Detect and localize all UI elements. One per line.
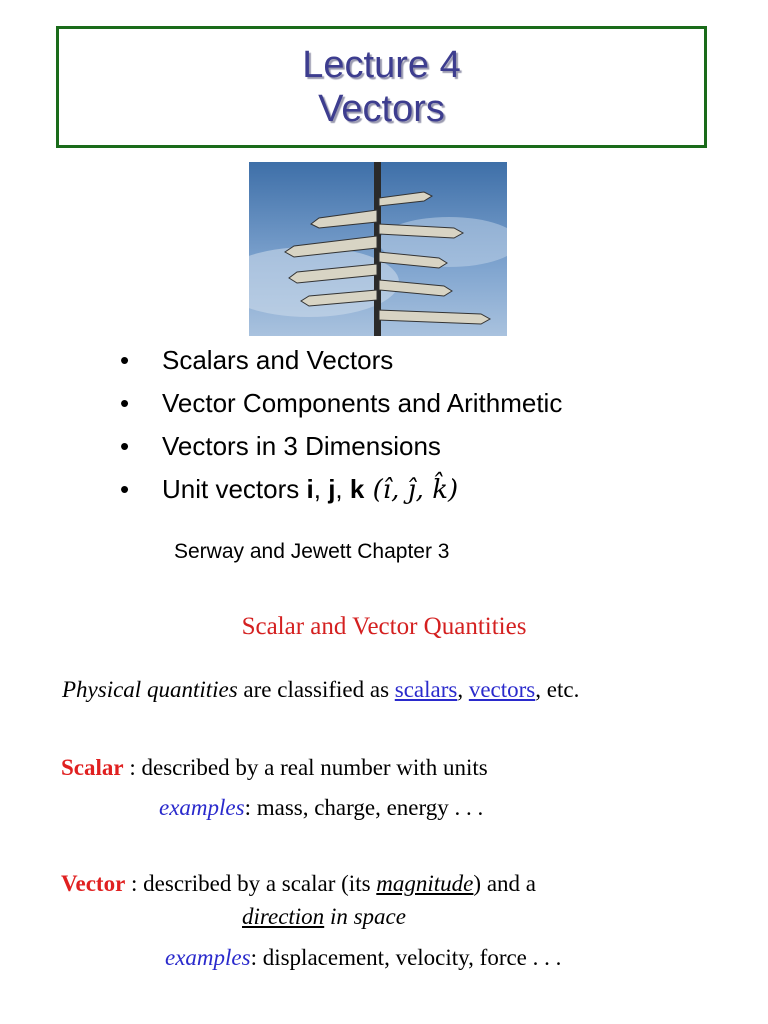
- bullet-glyph: •: [120, 345, 130, 375]
- list-item: [120, 469, 562, 512]
- intro-end: , etc.: [535, 677, 580, 702]
- vector-def-b: ) and a: [473, 871, 536, 896]
- unit-j: j: [328, 474, 336, 504]
- unit-k: k: [349, 474, 365, 504]
- examples-label: examples: [159, 795, 245, 820]
- vector-direction-line: [242, 904, 406, 930]
- signpost-photo: [249, 162, 507, 336]
- lecture-title: Vectors: [318, 88, 445, 130]
- bullet-glyph: •: [120, 388, 130, 418]
- list-item: [120, 340, 562, 383]
- scalar-examples: [159, 795, 483, 821]
- vector-definition: [61, 871, 536, 897]
- intro-line: [62, 677, 579, 703]
- vectors-link[interactable]: vectors: [468, 677, 536, 702]
- textbook-reference: Serway and Jewett Chapter 3: [174, 540, 450, 563]
- topic-text: Scalars and Vectors: [162, 345, 394, 375]
- list-item: [120, 383, 562, 426]
- section-heading: Scalar and Vector Quantities: [241, 613, 527, 640]
- in-space-text: in space: [324, 904, 406, 929]
- bullet-glyph: •: [120, 431, 130, 461]
- scalar-term: Scalar: [61, 755, 124, 780]
- examples-label: examples: [165, 945, 251, 970]
- topic-list: [120, 340, 562, 512]
- separator: ,: [335, 474, 350, 504]
- topic-text: Vectors in 3 Dimensions: [162, 431, 441, 461]
- examples-text: : mass, charge, energy . . .: [244, 795, 484, 820]
- bullet-glyph: •: [120, 474, 130, 504]
- magnitude-term: magnitude: [376, 871, 474, 896]
- comma: ,: [457, 677, 469, 702]
- title-frame: [56, 26, 707, 148]
- intro-mid: are classified as: [237, 677, 395, 702]
- vector-term: Vector: [61, 871, 126, 896]
- direction-term: direction: [242, 904, 325, 929]
- lecture-number: Lecture 4: [302, 44, 461, 86]
- unit-vectors-prefix: Unit vectors: [162, 474, 307, 504]
- examples-text: : displacement, velocity, force . . .: [250, 945, 562, 970]
- vector-def-a: : described by a scalar (its: [125, 871, 377, 896]
- vector-examples: [165, 945, 561, 971]
- unit-i: i: [306, 474, 314, 504]
- topic-text: Vector Components and Arithmetic: [162, 388, 563, 418]
- list-item: [120, 426, 562, 469]
- separator: ,: [313, 474, 329, 504]
- scalars-link[interactable]: scalars: [394, 677, 458, 702]
- topic-text: [162, 469, 458, 510]
- hat-notation: (î, ĵ, k̂): [364, 475, 459, 505]
- scalar-definition: [61, 755, 488, 781]
- intro-italic: Physical quantities: [62, 677, 238, 702]
- scalar-def-text: : described by a real number with units: [123, 755, 488, 780]
